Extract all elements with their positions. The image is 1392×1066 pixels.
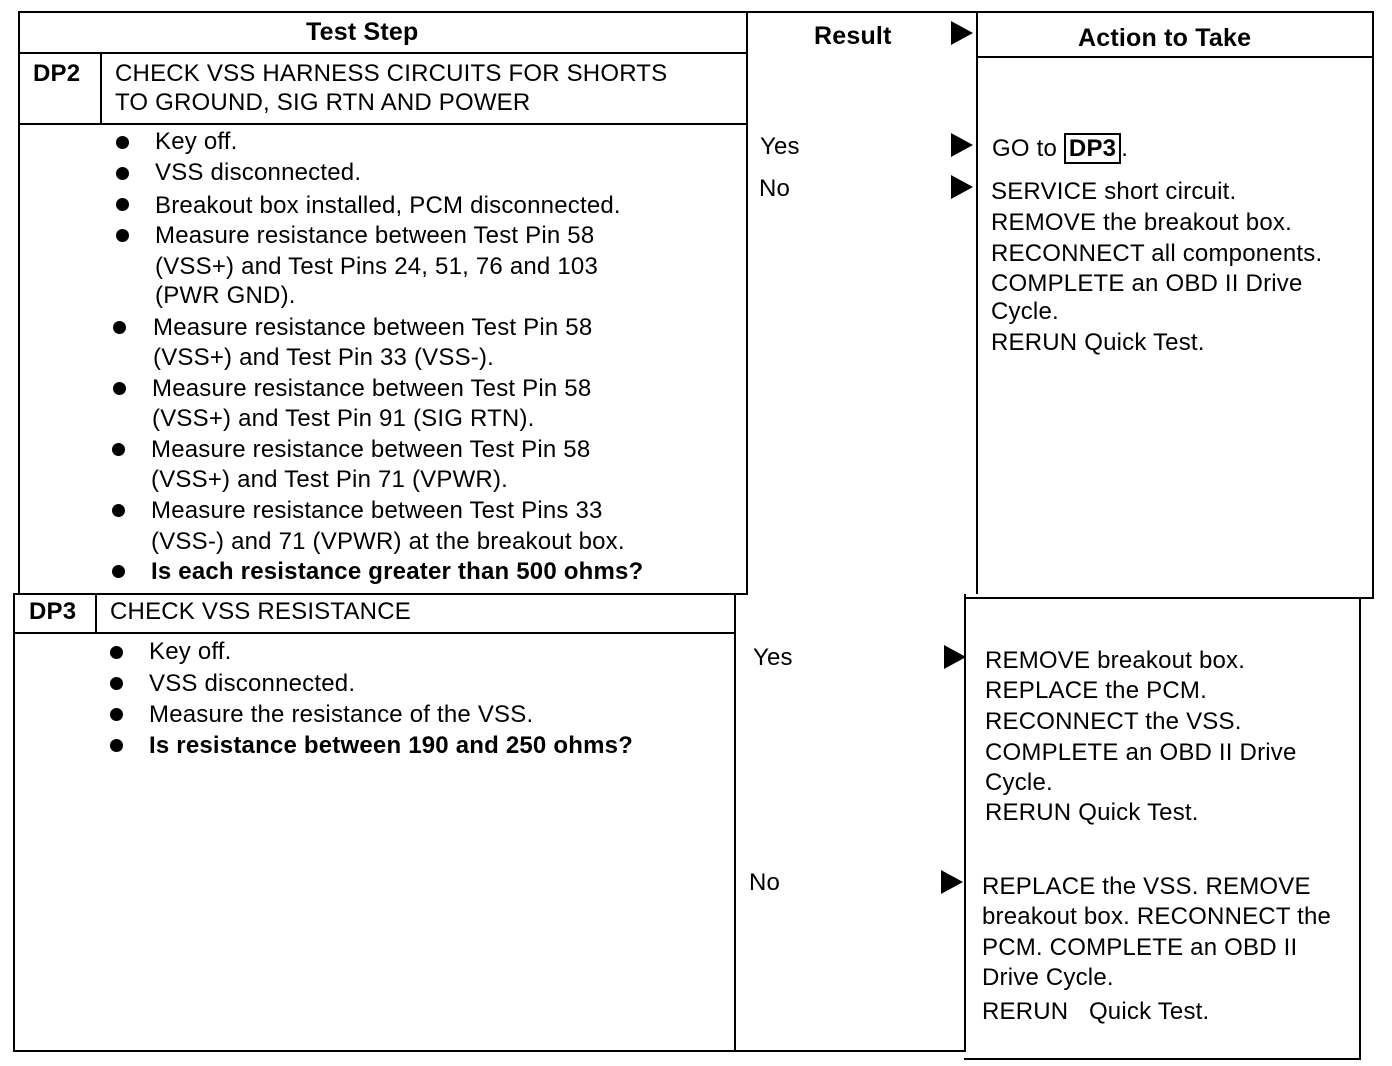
- dp3-no-action-line4: Drive Cycle.: [982, 964, 1114, 991]
- dp3-result-no: No: [749, 869, 781, 896]
- dp3-step-4-question: Is resistance between 190 and 250 ohms?: [149, 732, 634, 759]
- dp3-yes-action-line4: COMPLETE an OBD II Drive: [985, 739, 1297, 766]
- dp2-no-action-line5: Cycle.: [991, 298, 1059, 325]
- bullet-icon: [116, 136, 129, 149]
- dp3-id: DP3: [29, 598, 77, 625]
- dp3-yes-action-line2: REPLACE the PCM.: [985, 677, 1207, 704]
- dp3-no-action-line2: breakout box. RECONNECT the: [982, 903, 1332, 930]
- bullet-icon: [116, 198, 129, 211]
- dp2-step-1: Key off.: [155, 128, 238, 155]
- arrow-right-icon: [951, 133, 973, 157]
- dp2-step-4-line1: Measure resistance between Test Pin 58: [155, 222, 595, 249]
- header-arrow-icon: [951, 21, 973, 45]
- dp3-step-1: Key off.: [149, 638, 232, 665]
- dp2-step-4-line2: (VSS+) and Test Pins 24, 51, 76 and 103: [155, 253, 598, 280]
- dp2-step-7-line1: Measure resistance between Test Pin 58: [151, 436, 591, 463]
- bullet-icon: [110, 708, 123, 721]
- dp2-no-action-line4: COMPLETE an OBD II Drive: [991, 270, 1303, 297]
- dp2-id: DP2: [33, 60, 81, 87]
- bullet-icon: [112, 565, 125, 578]
- dp2-step-8-line1: Measure resistance between Test Pins 33: [151, 497, 603, 524]
- bullet-icon: [116, 229, 129, 242]
- dp2-result-yes: Yes: [760, 133, 800, 160]
- bullet-icon: [110, 646, 123, 659]
- bullet-icon: [116, 167, 129, 180]
- dp3-no-action-line1: REPLACE the VSS. REMOVE: [982, 873, 1311, 900]
- dp2-step-8-line2: (VSS-) and 71 (VPWR) at the breakout box.: [151, 528, 625, 555]
- dp3-step-3: Measure the resistance of the VSS.: [149, 701, 534, 728]
- dp2-step-3: Breakout box installed, PCM disconnected.: [155, 192, 621, 219]
- header-result: Result: [814, 22, 892, 50]
- dp2-step-5-line1: Measure resistance between Test Pin 58: [153, 314, 593, 341]
- dp3-no-action-line5: RERUN Quick Test.: [982, 998, 1210, 1025]
- bullet-icon: [113, 382, 126, 395]
- dp2-step-4-line3: (PWR GND).: [155, 282, 296, 309]
- dp3-step-2: VSS disconnected.: [149, 670, 356, 697]
- dp2-no-action-line3: RECONNECT all components.: [991, 240, 1323, 267]
- dp2-yes-action-suffix: .: [1121, 135, 1129, 162]
- bullet-icon: [113, 321, 126, 334]
- dp3-result-yes: Yes: [753, 644, 793, 671]
- dp2-step-5-line2: (VSS+) and Test Pin 33 (VSS-).: [153, 344, 495, 371]
- dp2-no-action-line6: RERUN Quick Test.: [991, 329, 1205, 356]
- dp3-no-action-line3: PCM. COMPLETE an OBD II: [982, 934, 1298, 961]
- dp2-no-action-line1: SERVICE short circuit.: [991, 178, 1237, 205]
- dp2-step-7-line2: (VSS+) and Test Pin 71 (VPWR).: [151, 466, 509, 493]
- dp2-step-2: VSS disconnected.: [155, 159, 362, 186]
- dp2-yes-action-prefix: GO to: [992, 135, 1058, 162]
- dp2-no-action-line2: REMOVE the breakout box.: [991, 209, 1292, 236]
- dp3-yes-action-line6: RERUN Quick Test.: [985, 799, 1199, 826]
- dp2-yes-action: [992, 134, 1128, 164]
- bullet-icon: [110, 739, 123, 752]
- dp2-result-no: No: [759, 175, 791, 202]
- bullet-icon: [112, 443, 125, 456]
- dp2-step-6-line2: (VSS+) and Test Pin 91 (SIG RTN).: [152, 405, 535, 432]
- dp2-title-line1: CHECK VSS HARNESS CIRCUITS FOR SHORTS: [115, 60, 668, 87]
- header-action: Action to Take: [1078, 24, 1252, 52]
- dp3-reference-link[interactable]: DP3: [1064, 133, 1121, 164]
- bullet-icon: [110, 677, 123, 690]
- dp2-step-9-question: Is each resistance greater than 500 ohms?: [151, 558, 644, 585]
- bullet-icon: [112, 504, 125, 517]
- dp2-title-line2: TO GROUND, SIG RTN AND POWER: [115, 89, 531, 116]
- dp3-yes-action-line3: RECONNECT the VSS.: [985, 708, 1242, 735]
- header-test-step: Test Step: [306, 18, 419, 46]
- dp3-title: CHECK VSS RESISTANCE: [110, 598, 411, 625]
- arrow-right-icon: [941, 870, 963, 894]
- arrow-right-icon: [951, 175, 973, 199]
- dp3-yes-action-line1: REMOVE breakout box.: [985, 647, 1246, 674]
- arrow-right-icon: [944, 645, 966, 669]
- dp2-step-6-line1: Measure resistance between Test Pin 58: [152, 375, 592, 402]
- dp3-yes-action-line5: Cycle.: [985, 769, 1053, 796]
